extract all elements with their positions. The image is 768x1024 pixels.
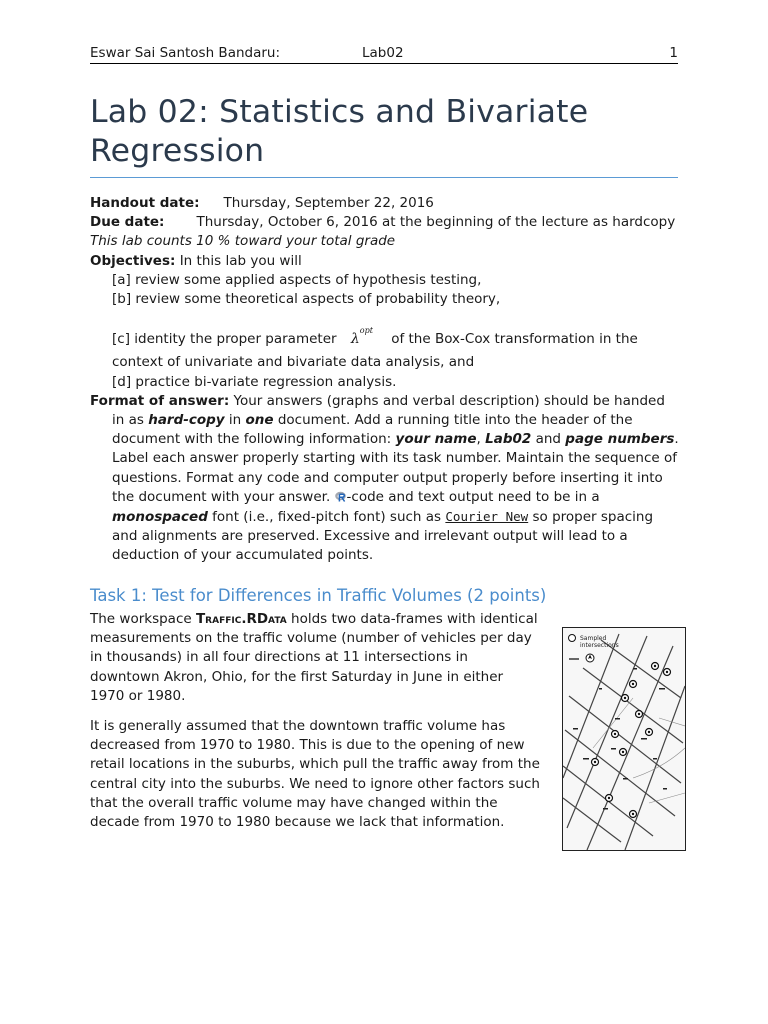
- objective-c-continued: context of univariate and bivariate data analysis, and: [112, 354, 475, 371]
- svg-text:Sampled: Sampled: [580, 635, 607, 642]
- akron-intersections-map: [562, 627, 686, 851]
- title-divider: [90, 177, 678, 178]
- objective-a: [a] review some applied aspects of hypothesis testing,: [112, 271, 482, 288]
- header-page-number: 1: [669, 45, 678, 61]
- header-author: Eswar Sai Santosh Bandaru:: [90, 45, 281, 61]
- task-1-heading: Task 1: Test for Differences in Traffic Volumes (2 points): [90, 586, 547, 605]
- due-value: Thursday, October 6, 2016 at the beginning of the lecture as hardcopy: [196, 214, 676, 231]
- grade-note: This lab counts 10 % toward your total grade: [90, 233, 396, 250]
- svg-text:intersections: intersections: [580, 642, 619, 649]
- north-arrow-icon: [586, 654, 594, 662]
- handout-date-line: [90, 194, 680, 213]
- objectives-line: [90, 252, 680, 271]
- task-1-paragraph-2: It is generally assumed that the downtown traffic volume has decreased from 1970 to 1980. This is due to the opening of new retail locations in the suburbs, which pull the traffic away from the central city into the suburbs. We need to ignore other factors such that the overall traffic volume may have changed within the decade from 1970 to 1980 because we lack that information.: [90, 718, 540, 831]
- objectives-intro: In this lab you will: [179, 252, 302, 269]
- street-map-figure: [563, 628, 685, 850]
- document-body: [90, 194, 680, 566]
- objective-d: [d] practice bi-variate regression analysis.: [112, 373, 397, 390]
- format-of-answer: Format of answer: Your answers (graphs and verbal description) should be handed in as hard-copy in one document. Add a running title into the header of the document with the following information: your name, Lab02 and page numbers. Label each answer properly starting with its task number. Maintain the sequence of questions. Format any code and computer output properly before inserting it into the document with your answer. -code and text output need to be in a monospaced font (i.e., fixed-pitch font) such as Courier New so proper spacing and alignments are preserved. Excessive and irrelevant output will lead to a deduction of your accumulated points.: [90, 392, 679, 564]
- objective-c: [c] identity the proper parameter $\lambda^{opt}$ of the Box-Cox transformation in the: [112, 326, 638, 348]
- header-lab: Lab02: [362, 45, 404, 61]
- handout-label: Handout date:: [90, 195, 200, 211]
- r-logo-icon: [335, 491, 347, 502]
- due-date-line: [90, 213, 680, 232]
- lambda-symbol: $\lambda^{opt}$: [350, 326, 373, 348]
- objective-b: [b] review some theoretical aspects of probability theory,: [112, 291, 501, 308]
- courier-new-sample: Courier New: [445, 509, 529, 525]
- running-header: [90, 45, 678, 64]
- workspace-name: Traffic.RData: [195, 611, 287, 627]
- objectives-label: Objectives:: [90, 252, 176, 269]
- task-1-paragraph-1: The workspace Traffic.RData holds two data-frames with identical measurements on the traffic volume (number of vehicles per day in thousands) in all four directions at 11 intersections in downtown Akron, Ohio, for the first Saturday in June in either 1970 or 1980.: [90, 611, 538, 704]
- due-label: Due date:: [90, 214, 165, 231]
- document-title: Lab 02: Statistics and Bivariate Regression: [90, 94, 589, 169]
- handout-value: Thursday, September 22, 2016: [223, 195, 434, 211]
